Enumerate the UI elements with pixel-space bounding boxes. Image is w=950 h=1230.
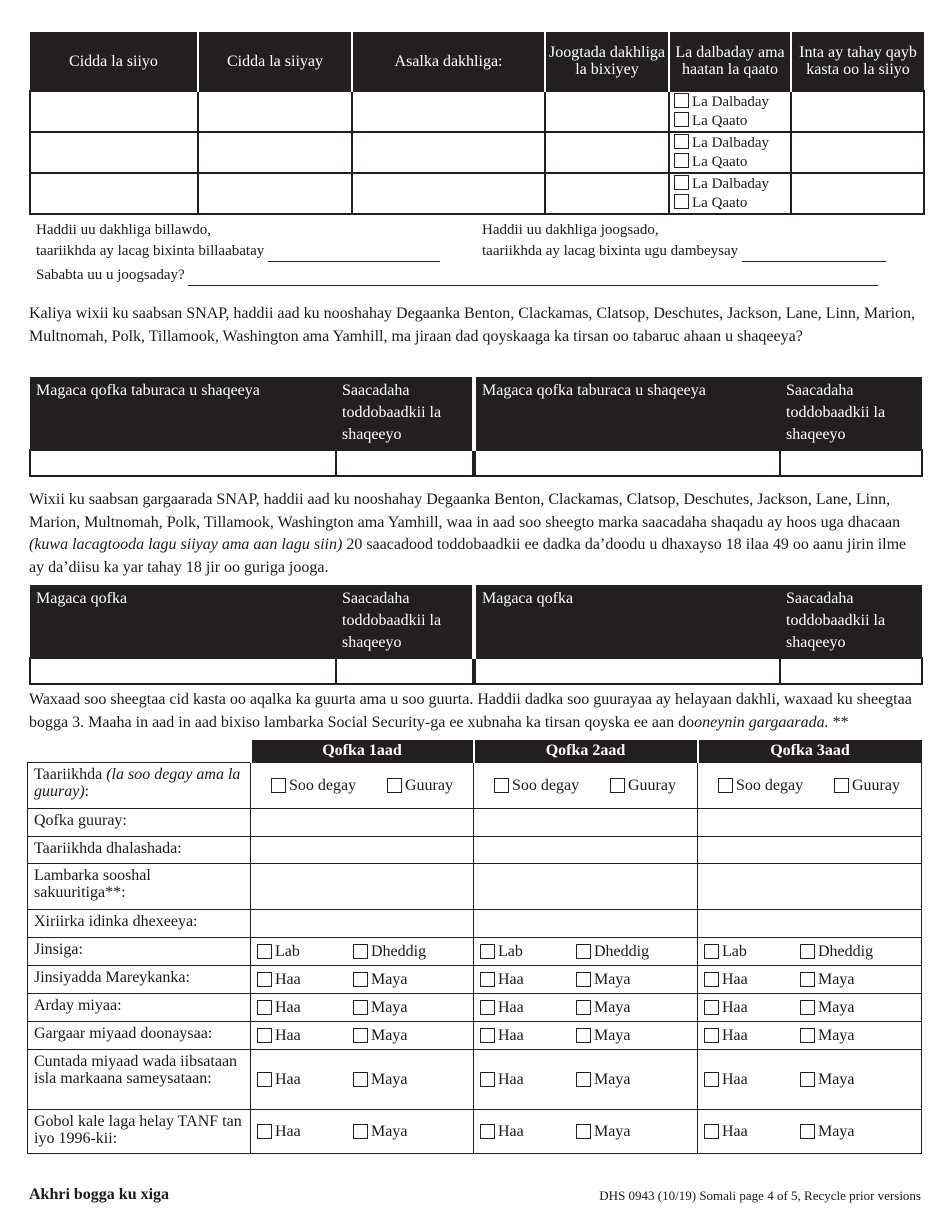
person-3-student-cell: [698, 994, 922, 1022]
row-label: Xiriirka idinka dhexeeya:: [28, 910, 251, 938]
no-label: Maya: [594, 1071, 631, 1088]
income-stop-line2: taariikhda ay lacag bixinta ugu dambeysay: [482, 243, 739, 259]
applied-checkbox[interactable]: [674, 93, 689, 108]
no-checkbox[interactable]: [353, 1000, 368, 1015]
person-2-ssn-field[interactable]: [474, 864, 698, 910]
work-hours-italic: (kuwa lacagtooda lagu siiyay ama aan lagu siin): [29, 536, 343, 553]
person-3-assistance-cell: [698, 1022, 922, 1050]
table-row: [28, 837, 922, 864]
gender-label: Jinsiga:: [28, 938, 251, 966]
paid-to-field[interactable]: [198, 173, 352, 214]
no-label: Maya: [818, 999, 855, 1016]
yes-checkbox[interactable]: [704, 972, 719, 987]
row-label: Gobol kale laga helay TANF tan iyo 1996-kii:: [28, 1110, 251, 1154]
volunteer-name-header-2: Magaca qofka taburaca u shaqeeya: [474, 377, 780, 450]
no-label: Maya: [818, 1071, 855, 1088]
person-1-food-cell: [251, 1050, 474, 1110]
household-paragraph: [29, 689, 921, 734]
frequency-field[interactable]: [545, 132, 669, 173]
move-date-label: [28, 763, 251, 809]
female-label: Dheddig: [371, 943, 427, 960]
worker-hours-field-2[interactable]: [780, 658, 922, 684]
volunteer-hours-header-2: Saacadaha toddobaadkii la shaqeeyo: [780, 377, 922, 450]
moved-in-checkbox[interactable]: [271, 778, 286, 793]
yes-label: Haa: [498, 1071, 524, 1088]
person-1-citizen-cell: [251, 966, 474, 994]
no-checkbox[interactable]: [800, 1072, 815, 1087]
table-row: [28, 994, 922, 1022]
status-cell: [669, 132, 791, 173]
person-3-header: Qofka 3aad: [698, 740, 922, 763]
table-row: [30, 132, 924, 173]
yes-checkbox[interactable]: [704, 1072, 719, 1087]
income-stop-date-field[interactable]: [742, 247, 886, 262]
no-label: Maya: [371, 999, 408, 1016]
yes-checkbox[interactable]: [704, 1028, 719, 1043]
no-checkbox[interactable]: [353, 972, 368, 987]
person-2-birthdate-field[interactable]: [474, 837, 698, 864]
row-label: Gargaar miyaad doonaysaa:: [28, 1022, 251, 1050]
person-3-move-cell: [698, 763, 922, 809]
table-row: [28, 966, 922, 994]
yes-checkbox[interactable]: [480, 1000, 495, 1015]
worker-name-header: Magaca qofka: [30, 585, 336, 658]
person-2-gender-cell: [474, 938, 698, 966]
person-1-gender-cell: [251, 938, 474, 966]
worker-name-header-2: Magaca qofka: [474, 585, 780, 658]
status-cell: [669, 91, 791, 132]
receiving-checkbox[interactable]: [674, 153, 689, 168]
person-3-ssn-field[interactable]: [698, 864, 922, 910]
applied-label: La Dalbaday: [692, 176, 770, 192]
moved-out-label: Guuray: [628, 777, 676, 794]
no-checkbox[interactable]: [576, 1072, 591, 1087]
income-source-field[interactable]: [352, 91, 545, 132]
yes-checkbox[interactable]: [704, 1000, 719, 1015]
moved-in-checkbox[interactable]: [718, 778, 733, 793]
no-label: Maya: [594, 1123, 631, 1140]
yes-label: Haa: [722, 999, 748, 1016]
header-paid-by: Cidda la siiyo: [30, 32, 198, 91]
person-2-name-field[interactable]: [474, 809, 698, 837]
income-table-header: [30, 32, 924, 91]
next-page-note: Akhri bogga ku xiga: [29, 1186, 170, 1203]
moved-in-label: Soo degay: [736, 777, 804, 794]
female-checkbox[interactable]: [576, 944, 591, 959]
no-checkbox[interactable]: [576, 1124, 591, 1139]
moved-out-label: Guuray: [852, 777, 900, 794]
male-label: Lab: [498, 943, 523, 960]
person-2-citizen-cell: [474, 966, 698, 994]
yes-label: Haa: [498, 971, 524, 988]
no-checkbox[interactable]: [576, 1000, 591, 1015]
no-checkbox[interactable]: [576, 972, 591, 987]
no-label: Maya: [818, 971, 855, 988]
person-3-food-cell: [698, 1050, 922, 1110]
applied-checkbox[interactable]: [674, 134, 689, 149]
yes-checkbox[interactable]: [704, 1124, 719, 1139]
moved-out-checkbox[interactable]: [610, 778, 625, 793]
female-label: Dheddig: [594, 943, 650, 960]
applied-label: La Dalbaday: [692, 94, 770, 110]
worker-hours-header: Saacadaha toddobaadkii la shaqeeyo: [336, 585, 474, 658]
moved-in-label: Soo degay: [289, 777, 357, 794]
applied-checkbox[interactable]: [674, 175, 689, 190]
no-checkbox[interactable]: [353, 1072, 368, 1087]
person-1-name-field[interactable]: [251, 809, 474, 837]
moved-in-checkbox[interactable]: [494, 778, 509, 793]
no-label: Maya: [371, 1071, 408, 1088]
table-row: [28, 1110, 922, 1154]
yes-checkbox[interactable]: [257, 1072, 272, 1087]
header-status: La dalbaday ama haatan la qaato: [669, 32, 791, 91]
person-1-student-cell: [251, 994, 474, 1022]
male-label: Lab: [722, 943, 747, 960]
work-hours-text: Wixii ku saabsan gargaarada SNAP, haddii aad ku nooshahay Degaanka Benton, Clackamas, Clatsop, Deschutes, Jackson, Lane, Linn, Marion, Multnomah, Polk, Tillamook, Washington ama Yamhill, waa in aad soo sheegto marka saacadaha shaqadu ay hoos uga dhacaan: [29, 491, 901, 531]
income-start-date-field[interactable]: [268, 247, 440, 262]
no-label: Maya: [594, 999, 631, 1016]
work-hours-table: [29, 585, 923, 685]
move-date-label-italic: (la soo degay ama la guuray): [34, 766, 241, 800]
yes-label: Haa: [275, 1027, 301, 1044]
work-hours-paragraph: [29, 489, 921, 579]
person-2-relationship-field[interactable]: [474, 910, 698, 938]
receiving-checkbox[interactable]: [674, 194, 689, 209]
paid-to-field[interactable]: [198, 91, 352, 132]
worker-name-field-2[interactable]: [474, 658, 780, 684]
income-source-field[interactable]: [352, 173, 545, 214]
table-row: [28, 910, 922, 938]
row-label: Jinsiyadda Mareykanka:: [28, 966, 251, 994]
person-2-student-cell: [474, 994, 698, 1022]
person-2-tanf-cell: [474, 1110, 698, 1154]
volunteer-name-header: Magaca qofka taburaca u shaqeeya: [30, 377, 336, 450]
table-row: [28, 864, 922, 910]
frequency-field[interactable]: [545, 173, 669, 214]
person-2-food-cell: [474, 1050, 698, 1110]
paid-by-field[interactable]: [30, 132, 198, 173]
move-date-label-colon: :: [84, 783, 90, 800]
person-2-move-cell: [474, 763, 698, 809]
receiving-checkbox[interactable]: [674, 112, 689, 127]
yes-label: Haa: [498, 1123, 524, 1140]
table-row: [30, 450, 922, 476]
person-3-gender-cell: [698, 938, 922, 966]
male-checkbox[interactable]: [704, 944, 719, 959]
income-start-note: [36, 220, 440, 262]
volunteer-name-field-2[interactable]: [474, 450, 780, 476]
person-1-assistance-cell: [251, 1022, 474, 1050]
no-label: Maya: [594, 971, 631, 988]
moved-in-label: Soo degay: [512, 777, 580, 794]
yes-checkbox[interactable]: [257, 1124, 272, 1139]
household-italic: oneynin gargaarada.: [694, 713, 829, 731]
yes-label: Haa: [722, 971, 748, 988]
yes-checkbox[interactable]: [257, 972, 272, 987]
table-row: [28, 763, 922, 809]
yes-checkbox[interactable]: [480, 1028, 495, 1043]
male-checkbox[interactable]: [257, 944, 272, 959]
table-row: [28, 809, 922, 837]
income-stop-line1: Haddii uu dakhliga joogsado,: [482, 222, 659, 238]
volunteer-hours-field[interactable]: [336, 450, 474, 476]
header-amount: Inta ay tahay qayb kasta oo la siiyo: [791, 32, 924, 91]
no-checkbox[interactable]: [353, 1028, 368, 1043]
header-income-source: Asalka dakhliga:: [352, 32, 545, 91]
household-text: Waxaad soo sheegtaa cid kasta oo aqalka ka guurta ama u soo guurta. Haddii dadka soo guurayaa ay helayaan dakhli, waxaad ku sheegtaa bogga 3. Maaha in aad in aad bixiso lambarka Social Security-ga ee xubnaha ka tirsan qoyska ee aan do: [29, 691, 912, 731]
female-checkbox[interactable]: [353, 944, 368, 959]
male-checkbox[interactable]: [480, 944, 495, 959]
work-hours-text-after: 20 saacadood toddobaadkii ee dadka da’doodu u dhaxayso 18 ilaa 49 oo aanu jirin ilme ay da’diisu ka yar tahay 18 jir oo guriga jooga.: [29, 536, 907, 576]
amount-field[interactable]: [791, 173, 924, 214]
no-checkbox[interactable]: [800, 1000, 815, 1015]
yes-label: Haa: [275, 971, 301, 988]
household-change-table: [27, 740, 922, 1154]
no-checkbox[interactable]: [800, 972, 815, 987]
yes-label: Haa: [498, 1027, 524, 1044]
male-label: Lab: [275, 943, 300, 960]
no-checkbox[interactable]: [800, 1028, 815, 1043]
no-label: Maya: [371, 1027, 408, 1044]
person-3-birthdate-field[interactable]: [698, 837, 922, 864]
amount-field[interactable]: [791, 91, 924, 132]
volunteer-hours-field-2[interactable]: [780, 450, 922, 476]
receiving-label: La Qaato: [692, 195, 748, 211]
move-date-label-text: Taariikhda: [34, 766, 103, 783]
income-start-line2: taariikhda ay lacag bixinta billaabatay: [36, 243, 265, 259]
header-paid-to: Cidda la siiyay: [198, 32, 352, 91]
stop-reason-row: [36, 265, 878, 286]
yes-label: Haa: [498, 999, 524, 1016]
moved-out-label: Guuray: [405, 777, 453, 794]
row-label: Lambarka sooshal sakuuritiga**:: [28, 864, 251, 910]
no-checkbox[interactable]: [800, 1124, 815, 1139]
no-label: Maya: [818, 1123, 855, 1140]
person-3-relationship-field[interactable]: [698, 910, 922, 938]
table-row: [30, 91, 924, 132]
yes-checkbox[interactable]: [257, 1000, 272, 1015]
status-cell: [669, 173, 791, 214]
yes-label: Haa: [722, 1027, 748, 1044]
yes-checkbox[interactable]: [480, 1124, 495, 1139]
no-label: Maya: [371, 971, 408, 988]
person-1-relationship-field[interactable]: [251, 910, 474, 938]
no-checkbox[interactable]: [353, 1124, 368, 1139]
row-label: Cuntada miyaad wada iibsataan isla markaana sameysataan:: [28, 1050, 251, 1110]
yes-label: Haa: [722, 1123, 748, 1140]
person-3-tanf-cell: [698, 1110, 922, 1154]
yes-label: Haa: [275, 1071, 301, 1088]
stop-reason-field[interactable]: [188, 271, 878, 286]
row-label: Taariikhda dhalashada:: [28, 837, 251, 864]
yes-checkbox[interactable]: [480, 1072, 495, 1087]
worker-hours-header-2: Saacadaha toddobaadkii la shaqeeyo: [780, 585, 922, 658]
income-stop-note: [482, 220, 886, 262]
paid-by-field[interactable]: [30, 173, 198, 214]
moved-out-checkbox[interactable]: [834, 778, 849, 793]
volunteer-table: [29, 377, 923, 477]
yes-label: Haa: [722, 1071, 748, 1088]
table-row: [28, 1022, 922, 1050]
income-table: [29, 32, 925, 215]
yes-label: Haa: [275, 999, 301, 1016]
volunteer-hours-header: Saacadaha toddobaadkii la shaqeeyo: [336, 377, 474, 450]
table-row: [30, 173, 924, 214]
worker-hours-field[interactable]: [336, 658, 474, 684]
applied-label: La Dalbaday: [692, 135, 770, 151]
receiving-label: La Qaato: [692, 154, 748, 170]
moved-out-checkbox[interactable]: [387, 778, 402, 793]
volunteer-name-field[interactable]: [30, 450, 336, 476]
paid-by-field[interactable]: [30, 91, 198, 132]
household-stars: **: [828, 713, 849, 731]
form-id: DHS 0943 (10/19) Somali page 4 of 5, Recycle prior versions: [599, 1188, 921, 1203]
table-row: [28, 938, 922, 966]
header-frequency: Joogtada dakhliga la bixiyey: [545, 32, 669, 91]
female-checkbox[interactable]: [800, 944, 815, 959]
no-label: Maya: [594, 1027, 631, 1044]
amount-field[interactable]: [791, 132, 924, 173]
receiving-label: La Qaato: [692, 113, 748, 129]
female-label: Dheddig: [818, 943, 874, 960]
income-start-line1: Haddii uu dakhliga billawdo,: [36, 222, 211, 238]
row-label: Arday miyaa:: [28, 994, 251, 1022]
no-label: Maya: [371, 1123, 408, 1140]
worker-name-field[interactable]: [30, 658, 336, 684]
volunteer-question: Kaliya wixii ku saabsan SNAP, haddii aad ku nooshahay Degaanka Benton, Clackamas, Clatsop, Deschutes, Jackson, Lane, Linn, Marion, Multnomah, Polk, Tillamook, Washington ama Yamhill, ma jiraan dad qoyskaaga ka tirsan oo tabaruc ahaan u shaqeeya?: [29, 305, 916, 345]
stop-reason-label: Sababta uu u joogsaday?: [36, 267, 185, 283]
no-checkbox[interactable]: [576, 1028, 591, 1043]
person-2-assistance-cell: [474, 1022, 698, 1050]
yes-label: Haa: [275, 1123, 301, 1140]
yes-checkbox[interactable]: [257, 1028, 272, 1043]
person-1-move-cell: [251, 763, 474, 809]
paid-to-field[interactable]: [198, 132, 352, 173]
yes-checkbox[interactable]: [480, 972, 495, 987]
person-1-birthdate-field[interactable]: [251, 837, 474, 864]
person-3-citizen-cell: [698, 966, 922, 994]
frequency-field[interactable]: [545, 91, 669, 132]
table-row: [28, 1050, 922, 1110]
income-source-field[interactable]: [352, 132, 545, 173]
no-label: Maya: [818, 1027, 855, 1044]
person-1-ssn-field[interactable]: [251, 864, 474, 910]
row-label: Qofka guuray:: [28, 809, 251, 837]
table-row: [30, 658, 922, 684]
person-3-name-field[interactable]: [698, 809, 922, 837]
person-2-header: Qofka 2aad: [474, 740, 698, 763]
person-1-header: Qofka 1aad: [251, 740, 474, 763]
person-1-tanf-cell: [251, 1110, 474, 1154]
